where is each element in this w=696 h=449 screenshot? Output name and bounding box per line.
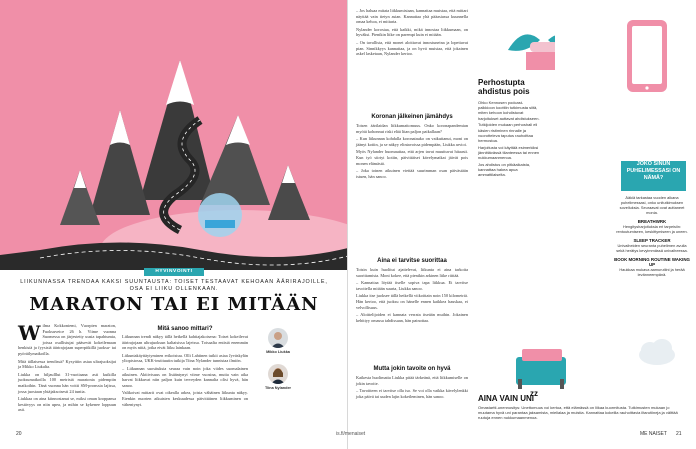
paragraph: Tutkijoiden mukaan perhoshali eli käsien ristiminen rinnalle ja vuorotteleva taputus rauhoittaa hermostoa. bbox=[478, 122, 538, 144]
article-body bbox=[478, 100, 540, 179]
paragraph: ilma Kokkoniemi, Vuorpien maraton, Fuoksuveice 26 h. Viime vuonna Suomessa on järjestetty uusia tapahtumia, joissa osallistujat pääsevät kokeilemaan henkisiä ja fyysisiä äärirajojaan superpitkillä juoksu- tai pyöräilymatkoilla. bbox=[18, 323, 116, 356]
paragraph: – On tavallista, että monet aloittavat innostuneina ja lopettavat pian. Sinnikkyys kannattaa, ja on hyvä muistaa, että jokainen askel lasketaan, Nylander kertoo. bbox=[356, 39, 468, 57]
subhead: Mitä sanoo mittari? bbox=[157, 326, 213, 332]
article-title: AINA VAIN UNI bbox=[478, 394, 534, 403]
hero-illustration bbox=[0, 0, 348, 270]
phone-illustration bbox=[555, 12, 687, 157]
subhead: Mutta jokin tavoite on hyvä bbox=[373, 366, 451, 372]
article-headline: MARATON TAI EI MITÄÄN bbox=[29, 294, 319, 315]
center-column-section-b bbox=[356, 267, 468, 325]
paragraph: Liikuntakäyttäytyminen erikoistuu. Olli Lahtinen tutkii asiaa Jyväskylän yliopistossa, UKK-instituutin tutkija Tiina Nylander tunnistaa ilmiön. bbox=[122, 352, 248, 364]
paragraph: – Tavoitteen ei tarvitse olla iso. Se voi olla vaikka kävelylenkki joka päivä tai uuden lajin kokeileminen, hän sanoo. bbox=[356, 388, 468, 399]
paragraph: Valikoivat mittarit ovat oikealla arkea, joista vähäinen liikunta näkyy. Etenkin nuorten aikuisten keskuudessa päivittäinen liikkuminen on vähentynyt. bbox=[122, 390, 248, 407]
drop-cap: W bbox=[18, 321, 41, 345]
mountain-road-illustration bbox=[0, 0, 348, 270]
paragraph: Kaikesta huolimatta Liukka pitää tärkeänä, että liikkumiselle on jokin tavoite. bbox=[356, 375, 468, 386]
cloud-illustration bbox=[632, 325, 682, 375]
paragraph: Liikunnan trendi näkyy tällä hetkellä kahtiajakoisena: Toiset kokeilevat äärirajojaan ultrajuoksun kaltaisissa lajeissa. Toisaalta entistä enemmän on myös niitä, jotka eivät liiku lainkaan. bbox=[122, 334, 248, 351]
sidebar-item-title: BOOK MORNING ROUTINE WAKING UP bbox=[614, 257, 690, 267]
center-column-section-c bbox=[356, 375, 468, 401]
section-tag: HYVINVOINTI bbox=[144, 268, 204, 276]
page-footer: ME NAISET bbox=[640, 431, 667, 437]
paragraph: Toisin kuin huolitut ajattelevat, liikunta ei aina tarkoita suorittamista. Moni kokee, että pienikin arkinen liike riittää. bbox=[356, 267, 468, 278]
portrait-caption: Mikko Liukka bbox=[266, 350, 290, 354]
paragraph: Liukkaa on aina kiinnostanut se, miksi oman kroppansa kestävyys on niin upea, ja mihin se kykenee loppuun asti. bbox=[18, 396, 116, 413]
avatar bbox=[268, 364, 288, 384]
sidebar-item-text: Haukkaa mukava aamurutiini ja herää levänneempänä. bbox=[619, 267, 685, 277]
paragraph: – Kannattaa löytää itselle sopiva tapa liikkua. Ei tarvitse tavoitella mitään suurta, Liukka sanoo. bbox=[356, 280, 468, 291]
center-column bbox=[356, 8, 468, 59]
sidebar-item-text: Univaiheiden seuranta puhelimen avulla sekä herätys kevyimmässä univaiheessa. bbox=[616, 243, 688, 253]
page-gutter bbox=[347, 0, 348, 449]
sidebar-label: JOKO SINUN PUHELIMESSASI ON NÄMÄ? bbox=[621, 161, 686, 191]
paragraph: Myös Nylander huomauttaa, että arjen tavat muuttuvat hitaasti. Kun työ siirtyi kotiin, päivittäiset kävelymatkat jäivät pois monen elämästä. bbox=[356, 149, 468, 166]
page-number: 21 bbox=[676, 431, 682, 437]
portrait-caption: Tiina Nylander bbox=[264, 386, 292, 390]
subhead: Aina ei tarvitse suorittaa bbox=[377, 258, 447, 264]
paragraph: – Joka toinen aikuinen viettää suurimman osan päivästään istuen, hän sanoo. bbox=[356, 168, 468, 179]
paragraph: – Aloittelijoiden ei kannata verrata itseään muihin. Jokainen kehittyy omassa tahdissaan, hän painottaa. bbox=[356, 312, 468, 323]
sleep-illustration bbox=[478, 335, 603, 391]
paragraph: Mitä tällaisessa trendissä? Kysyttiin asiaa ultrajuoksijat ja Mikko Liukalta. bbox=[18, 358, 116, 370]
sidebar-item-title: BREATHWRK bbox=[637, 219, 667, 224]
page-number: 20 bbox=[16, 431, 22, 437]
article-body bbox=[478, 405, 684, 422]
subhead: Koronan jälkeinen jämähdys bbox=[371, 114, 453, 120]
sidebar-item-text: Ääkiä tarkastaa vuoden alkana puhelimessasi, onko unitutkimuksen sovelluksia. Seuraavat ovat auttaneet monia. bbox=[619, 195, 685, 215]
sleep-zz-icon: zz bbox=[530, 389, 538, 398]
paragraph: Harjoitusta voi käyttää esimerkiksi jännittävässä tilanteessa tai ennen nukkumaanmenoa. bbox=[478, 144, 540, 161]
sidebar-list bbox=[614, 195, 690, 277]
article-title: Perhostupta ahdistus pois bbox=[478, 78, 530, 96]
paragraph: – Jos haluaa mitata liikkumistaan, kannattaa muistaa, että mittari näyttää vain tietyn asian. Kannattaa yhä pääasiassa kuunnella omaa kehoa, ei mittaria. bbox=[356, 8, 468, 25]
paragraph: Toisen äärilaidan liikkumattomuus. Onko koronapandemian myötä kohonnut riski elää liian paljon paikallaan? bbox=[356, 123, 468, 134]
sidebar-item-title: SLEEP TRACKER bbox=[633, 238, 671, 243]
left-column-1 bbox=[18, 323, 116, 415]
paragraph: – Kun liikunnan kohdalla koronatauko on vaikuttanut, moni on jäänyt kotiin, ja se näkyy elintavoissa pidempään, Liukka arvioi. bbox=[356, 136, 468, 147]
paragraph: Jos ahdistus on pitkäaikaista, kannattaa hakea apua ammattilaiselta. bbox=[478, 162, 531, 178]
paragraph: Omastartti-unennositys: Unettomuus voi kertoa, että elämässä on liikaa kuormitusta. Tutkimusten mukaan jo muutama hyvä uni parantaa jaksamista, mielialaa ja muistia. Kannattaa kokeilla rauhoittavia iltarutiineja ja välttää ruutuja ennen nukkumaanmenoa. bbox=[478, 405, 678, 421]
footer-url: is.fi/menaiset bbox=[336, 431, 366, 437]
center-column-section-a bbox=[356, 123, 468, 181]
avatar bbox=[268, 328, 288, 348]
paragraph: Ohko Kennosen podcast-palkkioon koottiin tutkimusta siitä, miten kehoon kohdistuvat harjoitukset auttavat ahdistukseen. bbox=[478, 100, 540, 121]
paragraph: – Liikunnan suosituksia seuraa vain noin joka viides suomalainen aikuinen. Aktiivisuus on lisääntynyt viime vuosina, mutta vain aika harvat liikkuvat niin paljon kuin terveyden kannalta olisi hyvä, hän sanoo. bbox=[122, 365, 248, 388]
paragraph: Liukka itse juoksee tällä hetkellä viikoittain noin 150 kilometriä. Hän kertoo, että juoksu on hänelle ennen kaikkea hauskaa, ei velvollisuus. bbox=[356, 293, 468, 310]
paragraph: Liukka on hiljaulllut 31-vuotiaana asti kuikilla juoksumatkoilla 100 metristä maratonia pidempiin matkoihin. Tänä vuonna hän voitti SM-pronssia lajissa, jossa juostaan yhtäjaksoisesti 24 tuntia. bbox=[18, 371, 116, 394]
left-column-2 bbox=[122, 334, 248, 409]
paragraph: Nylander korostaa, että kaikki, mikä innostaa liikkumaan, on hyväksi. Pienikin liike on parempi kuin ei mitään. bbox=[356, 26, 468, 38]
sidebar-item-text: Hengitysharjoituksia eri tarpeisiin: rentoutumiseen, keskittymiseen ja uneen. bbox=[616, 224, 688, 234]
article-lead: LIIKUNNASSA TRENDAA KAKSI SUUNTAUSTA: TOISET TESTAAVAT KEHOAAN ÄÄRIRAJOILLE, OSA EI LIIKU OLLENKAAN. bbox=[20, 279, 328, 292]
